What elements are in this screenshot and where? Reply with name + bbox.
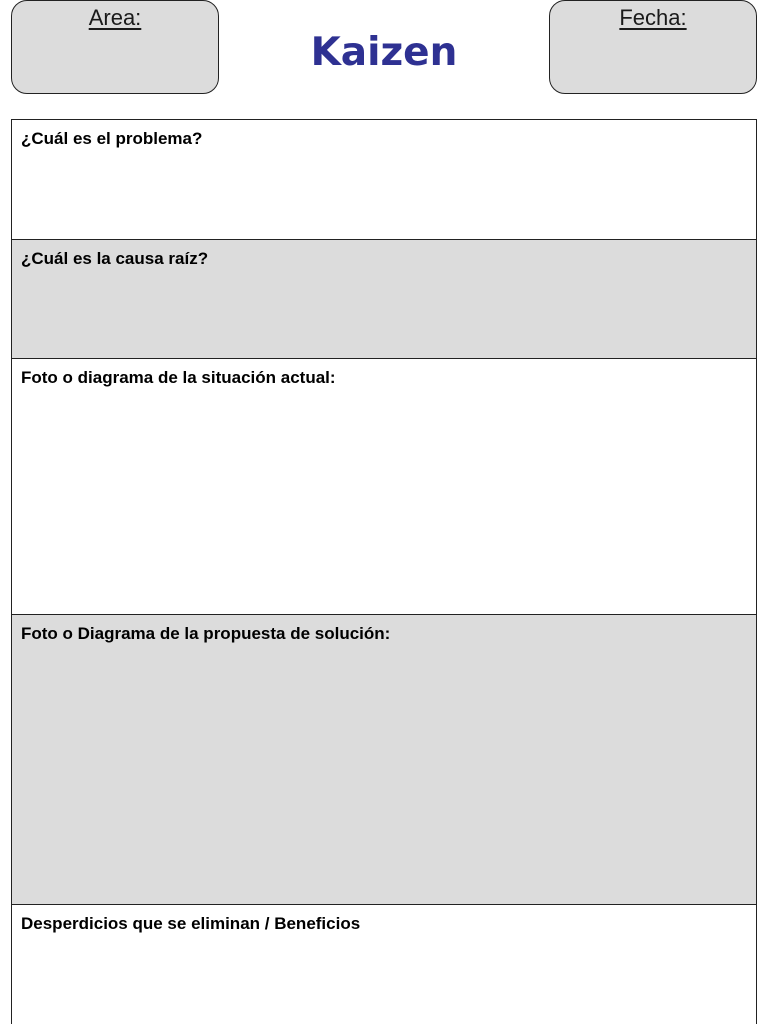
area-label: Area: <box>88 5 142 30</box>
proposed-solution-label: Foto o Diagrama de la propuesta de solución: <box>21 624 391 643</box>
root-cause-section[interactable] <box>12 240 756 359</box>
current-situation-section[interactable] <box>12 359 756 615</box>
fecha-field[interactable] <box>549 0 757 94</box>
fecha-label: Fecha: <box>619 5 687 30</box>
benefits-label: Desperdicios que se eliminan / Beneficios <box>21 914 361 933</box>
page-title: Kaizen <box>310 30 458 75</box>
benefits-section[interactable] <box>12 905 756 1025</box>
proposed-solution-section[interactable] <box>12 615 756 905</box>
kaizen-form <box>11 119 757 1024</box>
problem-section[interactable] <box>12 120 756 240</box>
problem-label: ¿Cuál es el problema? <box>21 129 203 148</box>
current-situation-label: Foto o diagrama de la situación actual: <box>21 368 336 387</box>
root-cause-label: ¿Cuál es la causa raíz? <box>21 249 209 268</box>
